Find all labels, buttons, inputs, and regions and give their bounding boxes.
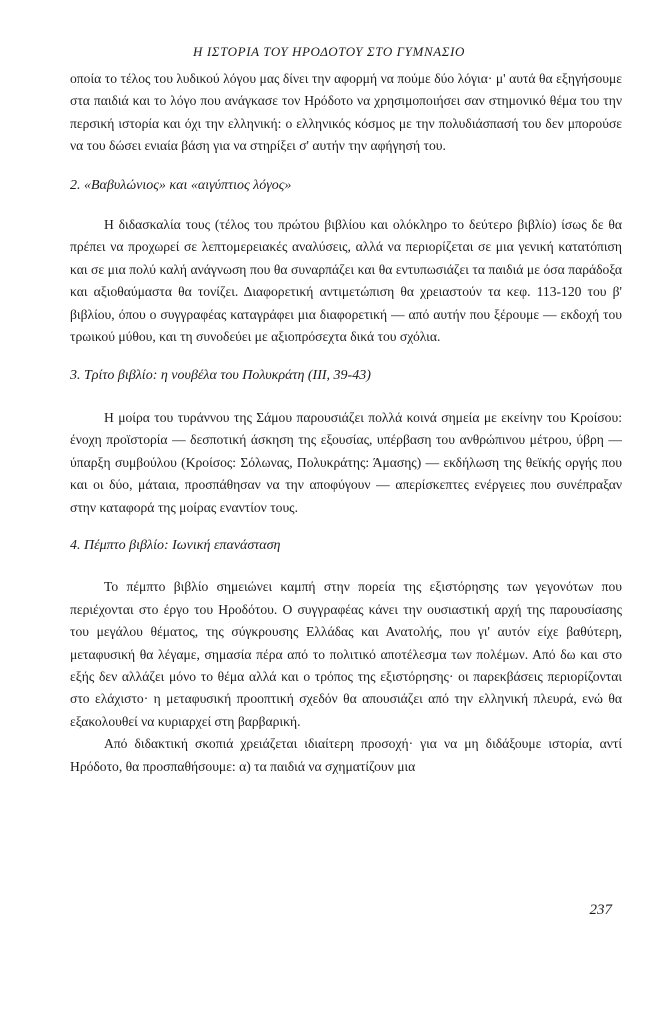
- paragraph-section-2: Η διδασκαλία τους (τέλος του πρώτου βιβλίου και ολόκληρο το δεύτερο βιβλίο) ίσως δε θα πρέπει να προχωρεί σε λεπτομερειακές αναλύσεις, αλλά να περιορίζεται σε μια γενική κατατόπιση και σε μια πολύ καλή ανάγνωση που θα συναρπάζει και θα εντυπωσιάζει τα παιδιά με όσα παράδοξα και αξιοθαύμαστα θα τονίζει. Διαφορετική αντιμετώπιση θα χρειαστούν τα κεφ. 113-120 του β' βιβλίου, όπου ο συγγραφέας καταγράφει μια διαφορετική — από αυτήν που ξέρουμε — εκδοχή του τρωικού μύθου, και τη συνοδεύει με αξιοπρόσεχτα δικά του σχόλια.: [70, 217, 622, 345]
- page-number: 237: [589, 902, 612, 918]
- paragraph-section-3: Η μοίρα του τυράννου της Σάμου παρουσιάζει πολλά κοινά σημεία με εκείνην του Κροίσου: ένοχη προϊστορία — δεσποτική άσκηση της εξουσίας, υπέρβαση του ανθρώπινου μέτρου, ύβρη — ύπαρξη συμβούλου (Κροίσος: Σόλωνας, Πολυκράτης: Άμασης) — εκδήλωση της θεϊκής οργής που και οι δύο, μάταια, προσπάθησαν να την αποφύγουν — απερίσκεπτες ενέργειες που συνέπραξαν στην καταφορά της μοίρας εναντίον τους.: [70, 409, 622, 515]
- running-head: Η ΙΣΤΟΡΙΑ ΤΟΥ ΗΡΟΔΟΤΟΥ ΣΤΟ ΓΥΜΝΑΣΙΟ: [193, 44, 465, 59]
- section-heading-3: 3. Τρίτο βιβλίο: η νουβέλα του Πολυκράτη (ΙΙΙ, 39-43): [70, 368, 371, 384]
- paragraph-continuation: οποία το τέλος του λυδικού λόγου μας δίνει την αφορμή να πούμε δύο λόγια· μ' αυτά θα εξηγήσουμε στα παιδιά και το λόγο που ανάγκασε τον Ηρόδοτο να χρησιμοποιήσει σαν στημονικό θέμα του την περσική ιστορία και όχι την ελληνική: ο ελληνικός κόσμος με την πολυδιάσπασή του δεν μπορούσε να του δώσει ενιαία βάση για να στηρίξει σ' αυτήν την αφήγησή του.: [70, 71, 622, 154]
- section-heading-4: 4. Πέμπτο βιβλίο: Ιωνική επανάσταση: [70, 537, 281, 553]
- paragraph-section-4-continued: Από διδακτική σκοπιά χρειάζεται ιδιαίτερη προσοχή· για να μη διδάξουμε ιστορία, αντί Ηρόδοτο, θα προσπαθήσουμε: α) τα παιδιά να σχηματίζουν μια: [70, 736, 622, 774]
- page-body: [70, 68, 622, 778]
- section-heading-2: 2. «Βαβυλώνιος» και «αιγύπτιος λόγος»: [70, 177, 292, 193]
- paragraph-section-4: Το πέμπτο βιβλίο σημειώνει καμπή στην πορεία της εξιστόρησης των γεγονότων που περιέχονται στο έργο του Ηροδότου. Ο συγγραφέας κάνει την ουσιαστική αρχή της παρουσίασης του μεγάλου θέματος, της σύγκρουσης Ελλάδας και Ανατολής, που γι' αυτόν είχε βαθύτερη, μεταφυσική θα λέγαμε, σημασία πέρα από το πολιτικό αποτέλεσμα των πολέμων. Από δω και στο εξής δεν αλλάζει μόνο το θέμα αλλά και ο τρόπος της εξιστόρησης· οι παρεκβάσεις περιορίζονται στο ελάχιστο· η μεταφυσική προοπτική σχεδόν θα απουσιάζει από την ελληνική πλευρά, ενώ θα εξακολουθεί να κυριαρχεί στη βαρβαρική.: [70, 579, 622, 729]
